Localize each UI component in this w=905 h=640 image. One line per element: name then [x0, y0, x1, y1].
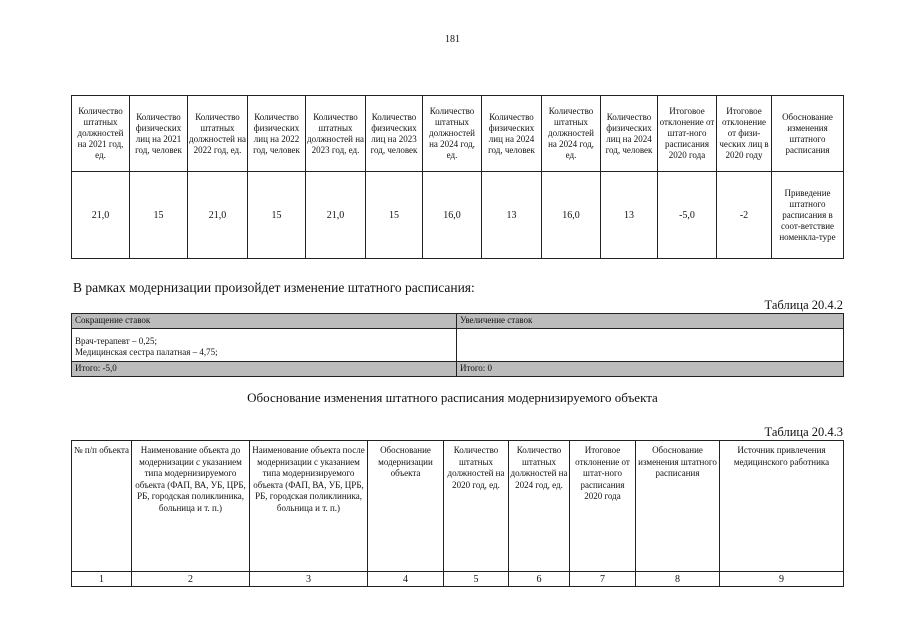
data-cell: 16,0 — [542, 172, 601, 259]
column-number-row — [72, 572, 844, 587]
data-cell: -5,0 — [658, 172, 717, 259]
header-cell: Количество физических лиц на 2022 год, человек — [248, 96, 306, 172]
header-cell: Количество физических лиц на 2024 год, человек — [601, 96, 658, 172]
reductions-header: Сокращение ставок — [72, 314, 457, 329]
header-cell: Количество штатных должностей на 2021 год, ед. — [72, 96, 130, 172]
table-caption: Таблица 20.4.3 — [764, 425, 843, 439]
page-number: 181 — [445, 34, 460, 45]
table-row — [72, 329, 844, 362]
data-cell: 13 — [482, 172, 542, 259]
column-number: 3 — [250, 572, 368, 587]
table-caption: Таблица 20.4.2 — [764, 298, 843, 312]
header-cell: Количество штатных должностей на 2020 год, ед. — [444, 441, 509, 572]
data-cell: -2 — [717, 172, 772, 259]
table-header-row — [72, 96, 844, 172]
intro-paragraph: В рамках модернизации произойдет изменение штатного расписания: — [73, 280, 475, 295]
header-cell: № п/п объекта — [72, 441, 132, 572]
list-item: Медицинская сестра палатная – 4,75; — [75, 347, 218, 357]
total-reductions: Итого: -5,0 — [72, 362, 457, 377]
reductions-cell — [72, 329, 457, 362]
table-header-row — [72, 441, 844, 572]
totals-row — [72, 362, 844, 377]
rate-changes-table — [71, 313, 844, 377]
header-cell: Количество физических лиц на 2024 год, человек — [482, 96, 542, 172]
header-cell: Итоговое отклонение от физи-ческих лиц в 2020 году — [717, 96, 772, 172]
data-cell: 21,0 — [72, 172, 130, 259]
header-cell: Количество штатных должностей на 2023 год, ед. — [306, 96, 366, 172]
staffing-forecast-table — [71, 95, 844, 259]
header-cell: Обоснование модернизации объекта — [368, 441, 444, 572]
data-cell: 15 — [366, 172, 423, 259]
header-cell: Количество физических лиц на 2023 год, человек — [366, 96, 423, 172]
increases-header: Увеличение ставок — [457, 314, 844, 329]
header-cell: Итоговое отклонение от штат-ного расписания 2020 года — [658, 96, 717, 172]
list-item: Врач-терапевт – 0,25; — [75, 336, 157, 346]
column-number: 8 — [636, 572, 720, 587]
table-row — [72, 172, 844, 259]
data-cell: 15 — [130, 172, 188, 259]
column-number: 6 — [509, 572, 570, 587]
column-number: 1 — [72, 572, 132, 587]
column-number: 5 — [444, 572, 509, 587]
staffing-justification-table — [71, 440, 844, 587]
justification-cell: Приведение штатного расписания в соот-ветствие номенкла-туре — [772, 172, 844, 259]
header-cell: Количество штатных должностей на 2024 год, ед. — [509, 441, 570, 572]
header-cell: Количество штатных должностей на 2022 год, ед. — [188, 96, 248, 172]
column-number: 9 — [720, 572, 844, 587]
header-cell: Количество штатных должностей на 2024 год, ед. — [423, 96, 482, 172]
header-cell: Наименование объекта после модернизации с указанием типа модернизируемого объекта (ФАП, ВА, УБ, ЦРБ, РБ, городская поликлиника, больница и т. п.) — [250, 441, 368, 572]
data-cell: 21,0 — [188, 172, 248, 259]
header-cell: Обоснование изменения штатного расписания — [772, 96, 844, 172]
data-cell: 16,0 — [423, 172, 482, 259]
header-cell: Источник привлечения медицинского работника — [720, 441, 844, 572]
total-increases: Итого: 0 — [457, 362, 844, 377]
data-cell: 13 — [601, 172, 658, 259]
header-cell: Обоснование изменения штатного расписания — [636, 441, 720, 572]
data-cell: 15 — [248, 172, 306, 259]
column-number: 4 — [368, 572, 444, 587]
header-cell: Наименование объекта до модернизации с указанием типа модернизируемого объекта (ФАП, ВА, УБ, ЦРБ, РБ, городская поликлиника, больница и т. п.) — [132, 441, 250, 572]
table-header-row — [72, 314, 844, 329]
column-number: 2 — [132, 572, 250, 587]
increases-cell — [457, 329, 844, 362]
data-cell: 21,0 — [306, 172, 366, 259]
section-title: Обоснование изменения штатного расписания модернизируемого объекта — [247, 390, 658, 405]
header-cell: Количество штатных должностей на 2024 год, ед. — [542, 96, 601, 172]
header-cell: Итоговое отклонение от штат-ного расписания 2020 года — [570, 441, 636, 572]
header-cell: Количество физических лиц на 2021 год, человек — [130, 96, 188, 172]
column-number: 7 — [570, 572, 636, 587]
